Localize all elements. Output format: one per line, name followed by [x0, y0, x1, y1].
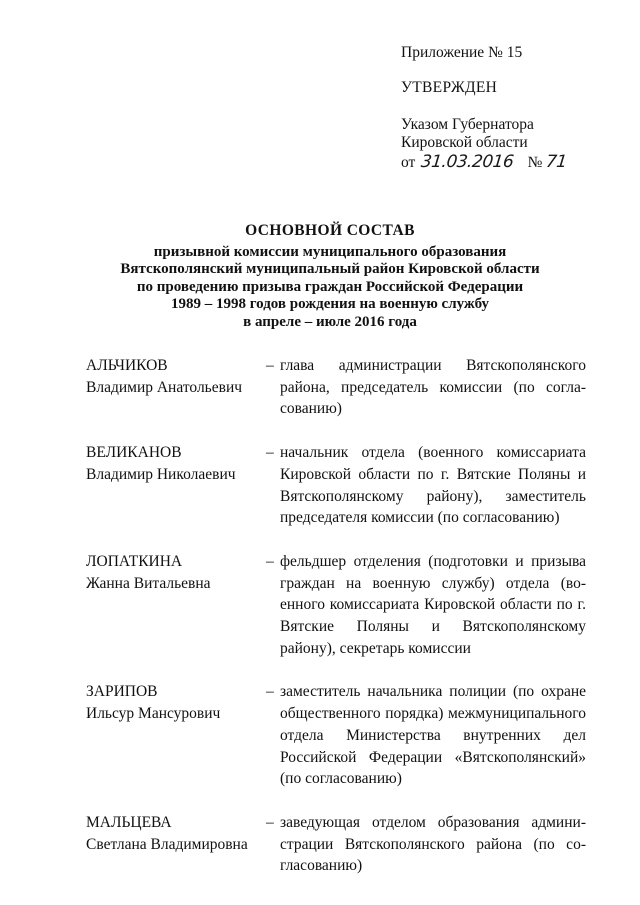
decree-line-2: Кировской области: [401, 134, 528, 151]
member-name: [86, 355, 266, 398]
decree-date: 31.03.2016: [420, 152, 515, 172]
member-surname: ЗАРИПОВ: [86, 683, 158, 701]
member-dash: –: [266, 357, 274, 374]
member-given-names: Ильсур Мансурович: [86, 705, 221, 723]
member-row: [86, 681, 586, 790]
member-role: фельдшер отделения (подготовки и призыва граждан на военную службу) отдела (военного комиссариата Кировской области по г. Вятские Поляны и Вятскополянскому району), секретарь комиссии: [280, 552, 586, 657]
heading-line-4: 1989 – 1998 годов рождения на военную службу: [170, 296, 490, 312]
member-dash: –: [266, 683, 274, 701]
document-heading: [60, 222, 600, 331]
member-role: заместитель начальника полиции (по охране общественного порядка) межмуниципального отдела Министерства внутренних дел Российской Федерации «Вятскополянский» (по согласованию): [280, 683, 586, 788]
member-name: [86, 442, 266, 485]
heading-line-5: в апреле – июле 2016 года: [243, 313, 417, 330]
document-title: ОСНОВНОЙ СОСТАВ: [245, 222, 415, 239]
member-given-names: Светлана Владимировна: [86, 835, 248, 853]
member-surname: МАЛЬЦЕВА: [86, 813, 172, 831]
member-dash: –: [266, 813, 274, 831]
member-surname: ВЕЛИКАНОВ: [86, 444, 182, 462]
member-name: [86, 551, 266, 594]
number-prefix: №: [527, 154, 543, 171]
member-name: [86, 681, 266, 724]
annex-number: Приложение № 15: [401, 44, 523, 61]
member-dash: –: [266, 552, 274, 570]
member-given-names: Жанна Витальевна: [86, 574, 211, 592]
member-row: [86, 442, 586, 529]
date-prefix: от: [401, 154, 416, 171]
heading-line-3: по проведению призыва граждан Российской Федерации: [136, 278, 524, 295]
member-surname: ЛОПАТКИНА: [86, 552, 183, 570]
member-given-names: Владимир Анатольевич: [86, 378, 243, 396]
decree-number: 71: [545, 152, 569, 172]
approved-stamp-text: УТВЕРЖДЕН: [401, 79, 498, 96]
member-role: глава администрации Вятскополянского района, председатель комиссии (по согласованию): [280, 357, 586, 418]
decree-date-line: [401, 153, 621, 172]
decree-line-1: Указом Губернатора: [401, 116, 534, 133]
heading-line-2: Вятскополянский муниципальный район Кировской области: [120, 261, 540, 277]
member-surname: АЛЬЧИКОВ: [86, 357, 168, 374]
member-list: [86, 355, 586, 877]
heading-line-1: призывной комиссии муниципального образования: [153, 243, 507, 260]
member-row: [86, 355, 586, 420]
member-role: начальник отдела (военного комиссариата Кировской области по г. Вятские Поляны и Вятскополянскому району), заместитель председателя комиссии (по согласованию): [280, 444, 586, 527]
member-given-names: Владимир Николаевич: [86, 465, 236, 483]
approval-block: [401, 44, 621, 172]
member-name: [86, 812, 266, 855]
member-role: заведующая отделом образования администрации Вятскополянского района (по согласованию): [280, 813, 586, 875]
member-row: [86, 551, 586, 660]
member-dash: –: [266, 444, 274, 462]
member-row: [86, 812, 586, 877]
